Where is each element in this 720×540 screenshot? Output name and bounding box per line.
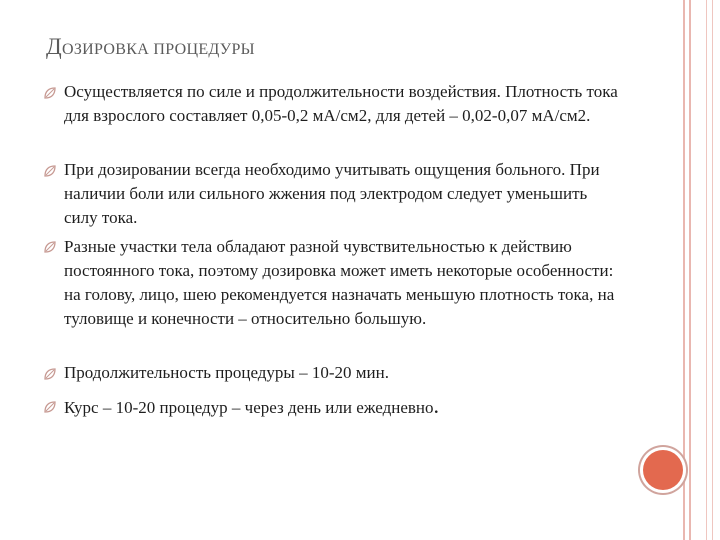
decorative-circle (643, 450, 683, 490)
curved-leaf-bullet-icon (43, 240, 57, 254)
curved-leaf-bullet-icon (43, 367, 57, 381)
border-line (712, 0, 713, 540)
list-item: Разные участки тела обладают разной чувствительностью к действию постоянного тока, поэтому дозировка может иметь некоторые особенности: на голову, лицо, шею рекомендуется назначать меньшую плотность тока, на туловище и конечности – относительно большую. (64, 237, 615, 328)
list-item: При дозировании всегда необходимо учитывать ощущения больного. При наличии боли или сильного жжения под электродом следует уменьшить силу тока. (64, 160, 600, 227)
border-line (706, 0, 707, 540)
slide-title (46, 34, 255, 60)
border-line (683, 0, 685, 540)
list-item (64, 394, 624, 420)
curved-leaf-bullet-icon (43, 400, 57, 414)
border-line (689, 0, 691, 540)
list-item-text: Курс – 10-20 процедур – через день или ежедневно (64, 398, 434, 417)
curved-leaf-bullet-icon (43, 164, 57, 178)
list-item-trailing-dot: . (433, 393, 440, 418)
title-rest: ОЗИРОВКА ПРОЦЕДУРЫ (62, 41, 255, 58)
curved-leaf-bullet-icon (43, 86, 57, 100)
list-item: Осуществляется по силе и продолжительности воздействия. Плотность тока для взрослого составляет 0,05-0,2 мА/см2, для детей – 0,02-0,07 мА/см2. (64, 82, 618, 125)
list-item: Продолжительность процедуры – 10-20 мин. (64, 363, 389, 382)
title-initial: Д (46, 34, 62, 59)
